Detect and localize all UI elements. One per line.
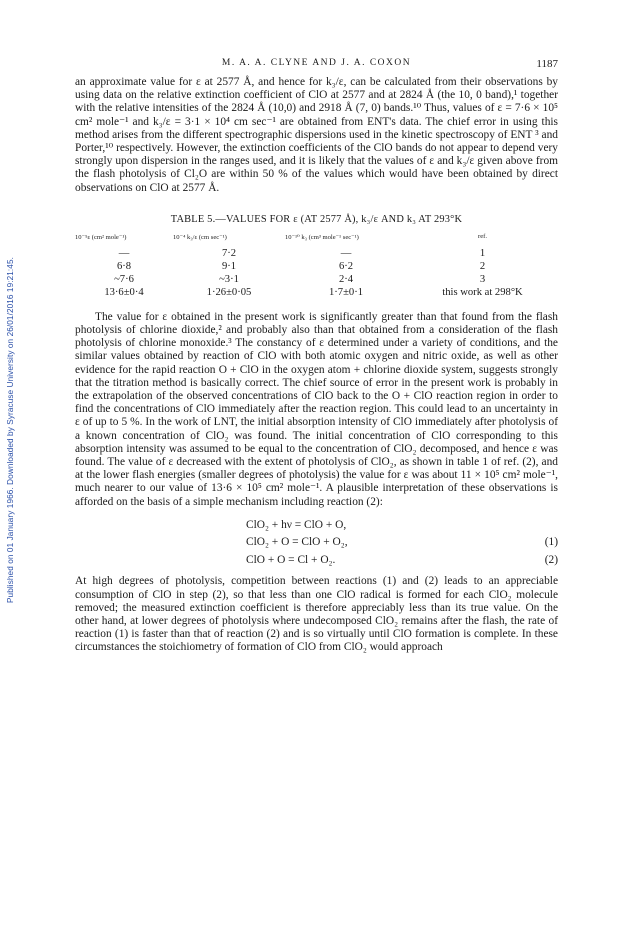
table-header-epsilon: 10⁻⁵ε (cm² mole⁻¹) [75, 233, 127, 241]
table-cell: 9·1 [221, 260, 237, 272]
table-cell: 6·8 [116, 260, 132, 272]
table-cell: 3 [479, 273, 486, 285]
table-row [75, 260, 558, 273]
equation-number: (1) [544, 536, 558, 549]
table-row [75, 286, 558, 299]
table-cell: 2 [479, 260, 486, 272]
table-header-ref: ref. [478, 233, 487, 241]
table-cell: 1·26±0·05 [206, 286, 252, 298]
table-cell: 7·2 [221, 247, 237, 259]
running-head-authors: M. A. A. CLYNE AND J. A. COXON [221, 58, 412, 68]
table-cell: — [340, 247, 352, 259]
table-row [75, 273, 558, 286]
equation-number: (2) [544, 553, 558, 566]
paragraph-2: The value for ε obtained in the present work is significantly greater than that found from the flash photolysis of chlorine dioxide,² and probably also than that obtained from a consideration of the flash photolysis of chlorine monoxide.³ The constancy of ε determined under a variety of conditions, and the similar values obtained by reaction of ClO with both atomic oxygen and nitric oxide, as well as other evidence for the rapid reaction O + ClO in the oxygen atom + chlorine dioxide system, suggests strongly that the titration method is basically correct. The chief source of error in the present work is probably in the extrapolation of the observed concentrations of ClO back to the O + ClO reaction region in order to find the concentrations of ClO immediately after the reaction region. This could lead to an uncertainty in ε of up to 5 %. In the work of LNT, the initial absorption intensity of ClO immediately after photolysis of a known concentration of ClO₂ was found. The initial concentration of ClO corresponding to this absorption intensity was assumed to be equal to the concentration of ClO₂ decomposed, and hence ε was found. The value of ε decreased with the extent of photolysis of ClO₂, as shown in table 1 of ref. (2), and at the lower flash energies (smaller degrees of photolysis) the value for ε was about 11 × 10⁵ cm² mole⁻¹, much nearer to our value of 13·6 × 10⁵ cm² mole⁻¹. A plausible interpretation of these observations is afforded on the basis of a simple mechanism including reaction (2): [75, 310, 558, 508]
table-cell: 1·7±0·1 [328, 286, 364, 298]
paragraph-3: At high degrees of photolysis, competition between reactions (1) and (2) leads to an appreciable consumption of ClO in step (2), so that less than one ClO radical is formed for each ClO₂ molecule removed; the measured extinction coefficient is therefore appreciably less than its true value. On the other hand, at lower degrees of photolysis where undecomposed ClO₂ remains after the flash, the rate of reaction (1) is faster than that of reaction (2) and is so virtually until ClO formation is complete. In these circumstances the stoichiometry of formation of ClO from ClO₂ would approach [75, 575, 558, 654]
table-cell: ~7·6 [114, 273, 134, 285]
table-row [75, 247, 558, 260]
table-caption: TABLE 5.—VALUES FOR ε (AT 2577 Å), k₃/ε AND k₃ AT 293°K [170, 213, 463, 225]
page-number: 1187 [536, 58, 558, 70]
equation-expression: ClO + O = Cl + O₂. [246, 553, 336, 566]
table-cell: 1 [479, 247, 486, 259]
table-cell: 2·4 [338, 273, 354, 285]
equation-expression: ClO₂ + O = ClO + O₂, [246, 536, 348, 549]
table-header-row [75, 233, 558, 247]
table-cell: 13·6±0·4 [104, 286, 144, 298]
paragraph-1: an approximate value for ε at 2577 Å, and hence for k₃/ε, can be calculated from their observations by using data on the relative extinction coefficient of ClO at 2577 and at 2824 Å (the 10, 0 band),¹ together with the relative intensities of the 2824 Å (10,0) and 2918 Å (7, 0) bands.¹⁰ Thus, values of ε = 7·6 × 10⁵ cm² mole⁻¹ and k₃/ε = 3·1 × 10⁴ cm sec⁻¹ are obtained from ENT's data. The chief error in using this method arises from the different spectrographic dispersions used in the kinetic spectroscopy of ENT ³ and Porter,¹⁰ respectively. However, the extinction coefficients of the ClO bands do not appear to depend very strongly upon dispersion in the ranges used, and it is likely that the values of ε and k₃/ε given above from the flash photolysis of Cl₂O are within 50 % of the values which would have been obtained by direct observations on ClO at 2577 Å. [75, 76, 558, 194]
equation-2 [75, 552, 558, 570]
article-page [75, 58, 558, 655]
equation-1 [75, 534, 558, 552]
values-table [75, 233, 558, 299]
table-header-k3: 10⁻¹⁰ k₃ (cm³ mole⁻¹ sec⁻¹) [285, 233, 359, 241]
download-watermark: Published on 01 January 1966. Downloaded by Syracuse University on 26/01/2016 19:21:45. [6, 257, 15, 603]
equation-expression: ClO₂ + hν = ClO + O, [246, 518, 347, 531]
table-cell: 6·2 [338, 260, 354, 272]
table-cell: ~3·1 [219, 273, 239, 285]
table-header-k3-over-epsilon: 10⁻⁴ k₃/ε (cm sec⁻¹) [173, 233, 227, 241]
running-head [75, 58, 558, 76]
table-cell: this work at 298°K [442, 286, 523, 298]
equation-photolysis [75, 517, 558, 535]
table-cell: — [118, 247, 130, 259]
equation-block [75, 517, 558, 570]
